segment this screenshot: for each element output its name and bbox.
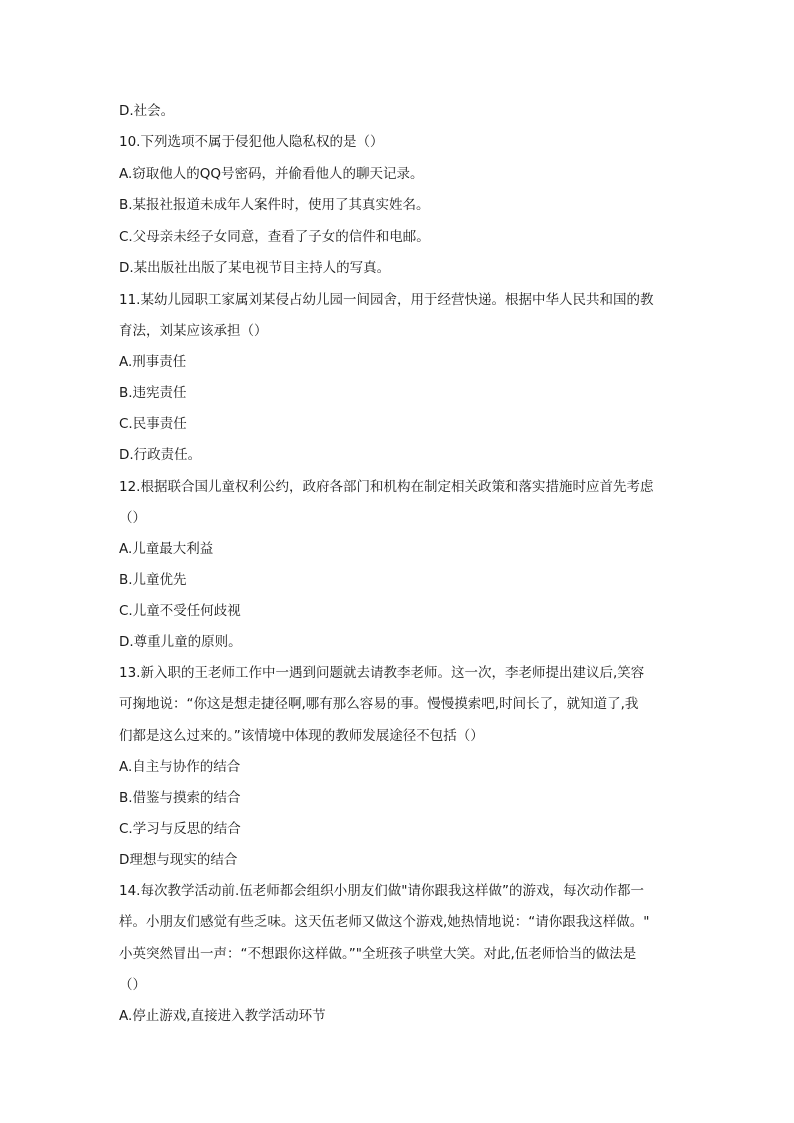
question-line: 样。小朋友们感觉有些乏味。这天伍老师又做这个游戏,她热情地说：“请你跟我这样做。" bbox=[119, 914, 650, 930]
option-line: C.儿童不受任何歧视 bbox=[119, 603, 241, 619]
question-line: 们都是这么过来的。”该情境中体现的教师发展途径不包括（） bbox=[119, 728, 484, 744]
option-line: C.学习与反思的结合 bbox=[119, 821, 241, 837]
option-line: D.行政责任。 bbox=[119, 447, 202, 463]
option-line: A.停止游戏,直接进入教学活动环节 bbox=[119, 1008, 326, 1024]
option-line: B.违宪责任 bbox=[119, 385, 187, 401]
option-line: A.自主与协作的结合 bbox=[119, 759, 241, 775]
question-line: 10.下列选项不属于侵犯他人隐私权的是（） bbox=[119, 134, 384, 150]
option-line: D.尊重儿童的原则。 bbox=[119, 634, 242, 650]
option-line: D理想与现实的结合 bbox=[119, 852, 238, 868]
option-line: A.儿童最大利益 bbox=[119, 541, 214, 557]
question-line: 13.新入职的王老师工作中一遇到问题就去请教李老师。这一次，李老师提出建议后,笑容 bbox=[119, 665, 645, 681]
option-line: B.儿童优先 bbox=[119, 572, 187, 588]
option-line: B.某报社报道未成年人案件时，使用了其真实姓名。 bbox=[119, 197, 430, 213]
option-line: C.民事责任 bbox=[119, 416, 187, 432]
option-line: A.窃取他人的QQ号密码，并偷看他人的聊天记录。 bbox=[119, 166, 424, 182]
question-line: 小英突然冒出一声：“不想跟你这样做。”"全班孩子哄堂大笑。对此,伍老师恰当的做法是 bbox=[119, 946, 637, 962]
option-line: D.社会。 bbox=[119, 103, 175, 119]
question-line: （） bbox=[119, 510, 146, 526]
question-line: 12.根据联合国儿童权利公约，政府各部门和机构在制定相关政策和落实措施时应首先考虑 bbox=[119, 479, 654, 495]
question-line: （） bbox=[119, 977, 146, 993]
option-line: C.父母亲未经子女同意，查看了子女的信件和电邮。 bbox=[119, 229, 430, 245]
option-line: B.借鉴与摸索的结合 bbox=[119, 790, 241, 806]
question-line: 可掬地说：“你这是想走捷径啊,哪有那么容易的事。慢慢摸索吧,时间长了，就知道了,我 bbox=[119, 696, 639, 712]
question-line: 11.某幼儿园职工家属刘某侵占幼儿园一间园舍，用于经营快递。根据中华人民共和国的教 bbox=[119, 292, 654, 308]
question-line: 14.每次教学活动前.伍老师都会组织小朋友们做"请你跟我这样做”的游戏，每次动作都一 bbox=[119, 883, 644, 899]
question-line: 育法，刘某应该承担（） bbox=[119, 323, 268, 339]
option-line: A.刑事责任 bbox=[119, 354, 187, 370]
option-line: D.某出版社出版了某电视节目主持人的写真。 bbox=[119, 260, 391, 276]
